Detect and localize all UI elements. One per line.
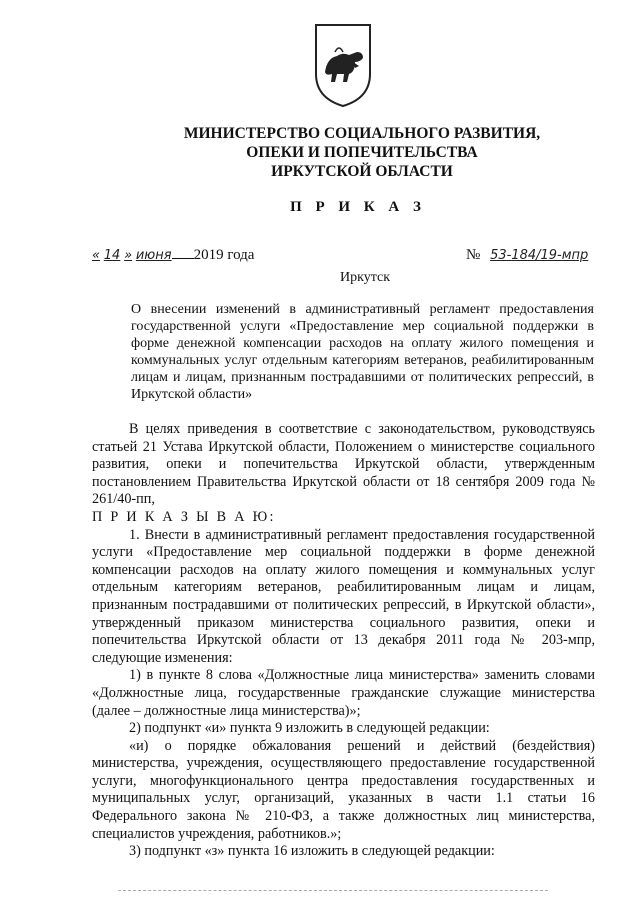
order-subject: О внесении изменений в административный регламент предоставления государственной услуги «Предоставление мер социальной поддержки в форме денежной компенсации расходов на оплату жилого помещения и коммунальных услуг отдельным категориям ветеранов, реабилитированным лицам и лицам, признанным пострадавшими от политических репрессий, в Иркутской области» (131, 302, 594, 402)
date-underline (172, 258, 194, 259)
date-close-quote: » (124, 248, 133, 263)
item-1-paragraph: 1. Внести в административный регламент предоставления государственной услуги «Предоставление мер социальной поддержки в форме денежной компенсации расходов на оплату жилого помещения и коммунальных услуг отдельным категориям ветеранов, реабилитированным лицам и лицам, признанным пострадавшими от политических репрессий, в Иркутской области», утвержденный приказом министерства социального развития, опеки и попечительства Иркутской области от 13 декабря 2011 года № 203-мпр, следующие изменения: (92, 526, 595, 666)
order-body (92, 421, 595, 861)
subitem-3-paragraph: 3) подпункт «з» пункта 16 изложить в следующей редакции: (129, 843, 495, 860)
date-month: июня (135, 248, 172, 263)
coat-of-arms-icon (313, 22, 373, 108)
number-label: № (466, 247, 481, 263)
order-title: П Р И К А З (290, 199, 426, 215)
order-number (466, 247, 588, 264)
date-year: 2019 года (193, 247, 255, 263)
page-bottom-rule (118, 890, 548, 891)
date-day: 14 (103, 248, 121, 263)
city: Иркутск (340, 270, 391, 285)
ministry-name-line3: ИРКУТСКОЙ ОБЛАСТИ (271, 163, 453, 180)
ministry-header (42, 124, 640, 181)
date-open-quote: « (92, 248, 101, 263)
number-value: 53-184/19-мпр (490, 248, 589, 263)
order-date (92, 247, 254, 264)
subitem-2-text-paragraph: «и) о порядке обжалования решений и действий (бездействия) министерства, учреждения, осуществляющего предоставление государственной услуги, многофункционального центра предоставления государственных и муниципальных услуг, организаций, указанных в части 1.1 статьи 16 Федерального закона № 210-ФЗ, а также должностных лиц министерства, специалистов учреждения, работников.»; (92, 737, 595, 842)
subitem-1-paragraph: 1) в пункте 8 слова «Должностные лица министерства» заменить словами «Должностные лица, государственные гражданские служащие министерства (далее – должностные лица министерства)»; (92, 667, 595, 719)
ministry-name-line1: МИНИСТЕРСТВО СОЦИАЛЬНОГО РАЗВИТИЯ, (183, 125, 541, 142)
ministry-name-line2: ОПЕКИ И ПОПЕЧИТЕЛЬСТВА (246, 144, 478, 161)
order-word: П Р И К А З Ы В А Ю: (92, 508, 276, 525)
subitem-2-paragraph: 2) подпункт «и» пункта 9 изложить в следующей редакции: (129, 720, 490, 737)
preamble-paragraph: В целях приведения в соответствие с законодательством, руководствуясь статьей 21 Устава Иркутской области, Положением о министерстве социального развития, опеки и попечительства Иркутской области, утвержденным постановлением Правительства Иркутской области от 18 сентября 2009 года № 261/40-пп, (92, 421, 595, 508)
